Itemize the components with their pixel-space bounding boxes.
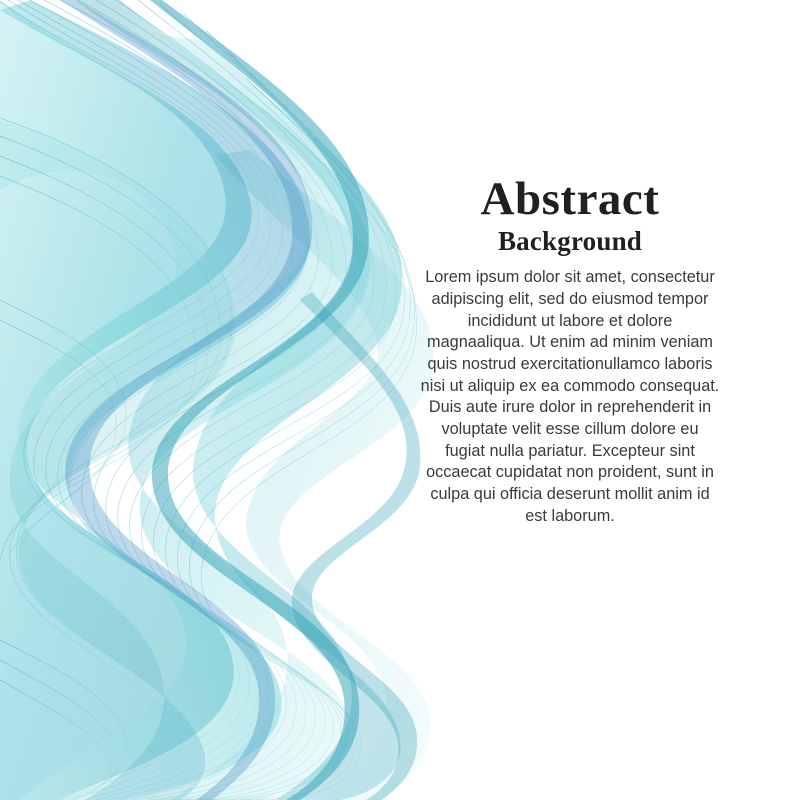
text-block [420, 175, 720, 527]
body-paragraph: Lorem ipsum dolor sit amet, consectetur adipiscing elit, sed do eiusmod tempor incididunt ut labore et dolore magnaaliqua. Ut enim ad minim veniam quis nostrud exercitationullamco laboris nisi ut aliquip ex ea commodo consequat. Duis aute irure dolor in reprehenderit in voluptate velit esse cillum dolore eu fugiat nulla pariatur. Excepteur sint occaecat cupidatat non proident, sunt in culpa qui officia deserunt mollit anim id est laborum. [420, 268, 720, 525]
page-title: Abstract [480, 173, 660, 225]
page-subtitle: Background [497, 226, 643, 257]
